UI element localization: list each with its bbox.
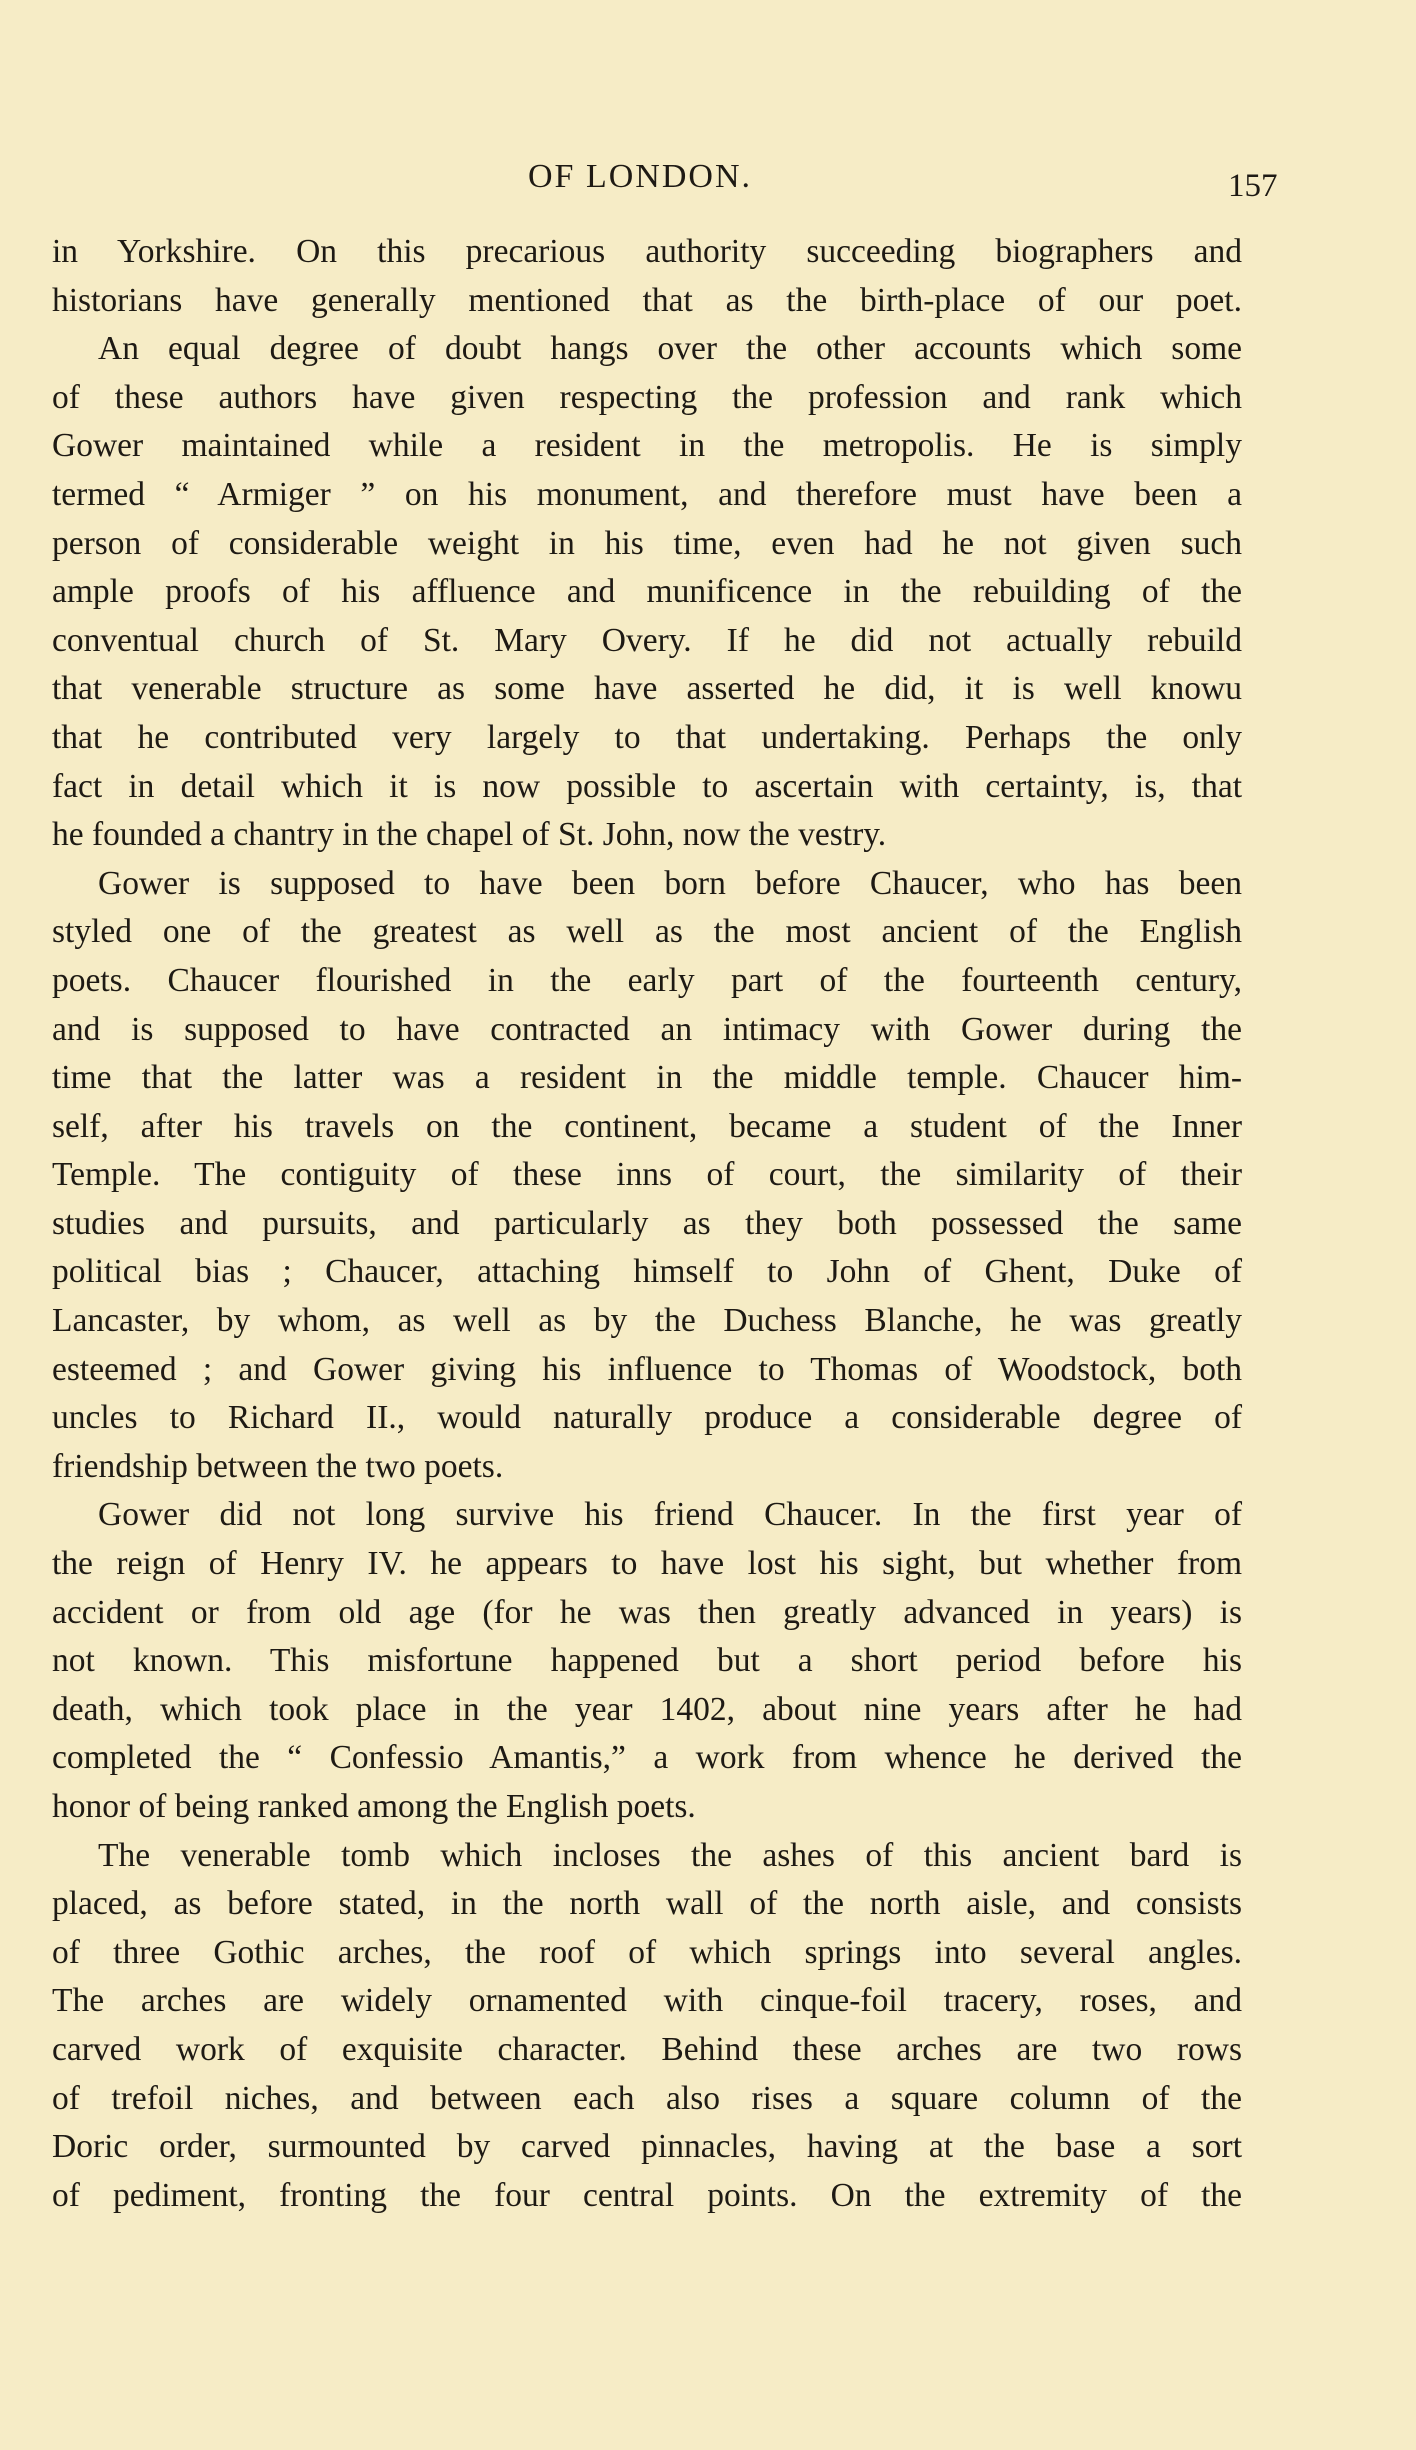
text-line: not known. This misfortune happened but a short period before his bbox=[52, 1642, 1242, 1680]
text-line: The arches are widely ornamented with cinque-foil tracery, roses, and bbox=[52, 1982, 1242, 2020]
running-header: OF LONDON. bbox=[528, 158, 752, 195]
text-line: death, which took place in the year 1402, about nine years after he had bbox=[52, 1690, 1242, 1728]
text-line: Gower is supposed to have been born before Chaucer, who has been bbox=[98, 864, 1242, 902]
text-line: completed the “ Confessio Amantis,” a work from whence he derived the bbox=[52, 1739, 1242, 1777]
text-line: poets. Chaucer flourished in the early part of the fourteenth century, bbox=[52, 961, 1242, 999]
text-line: An equal degree of doubt hangs over the other accounts which some bbox=[98, 330, 1242, 368]
text-line: Gower did not long survive his friend Chaucer. In the first year of bbox=[98, 1496, 1242, 1534]
text-line: that he contributed very largely to that undertaking. Perhaps the only bbox=[52, 718, 1242, 756]
text-line: Gower maintained while a resident in the metropolis. He is simply bbox=[52, 427, 1242, 465]
text-line: carved work of exquisite character. Behind these arches are two rows bbox=[52, 2030, 1242, 2068]
text-line: ample proofs of his affluence and munificence in the rebuilding of the bbox=[52, 573, 1242, 611]
text-line: of three Gothic arches, the roof of which springs into several angles. bbox=[52, 1933, 1242, 1971]
text-line: and is supposed to have contracted an intimacy with Gower during the bbox=[52, 1010, 1242, 1048]
text-line: The venerable tomb which incloses the ashes of this ancient bard is bbox=[98, 1836, 1242, 1874]
text-line: in Yorkshire. On this precarious authority succeeding biographers and bbox=[52, 233, 1242, 270]
text-line: historians have generally mentioned that as the birth-place of our poet. bbox=[52, 281, 1242, 319]
text-line: time that the latter was a resident in the middle temple. Chaucer him- bbox=[52, 1059, 1242, 1097]
text-line: Doric order, surmounted by carved pinnacles, having at the base a sort bbox=[52, 2128, 1242, 2166]
text-line: fact in detail which it is now possible to ascertain with certainty, is, that bbox=[52, 767, 1242, 805]
text-line: accident or from old age (for he was then greatly advanced in years) is bbox=[52, 1593, 1242, 1631]
text-line: of pediment, fronting the four central points. On the extremity of the bbox=[52, 2176, 1242, 2214]
text-line: styled one of the greatest as well as the most ancient of the English bbox=[52, 913, 1242, 951]
text-line: studies and pursuits, and particularly as they both possessed the same bbox=[52, 1204, 1242, 1242]
text-line: placed, as before stated, in the north wall of the north aisle, and consists bbox=[52, 1885, 1242, 1923]
body-text bbox=[52, 228, 1242, 2220]
text-line: political bias ; Chaucer, attaching himself to John of Ghent, Duke of bbox=[52, 1253, 1242, 1291]
text-line: friendship between the two poets. bbox=[52, 1447, 504, 1485]
text-line: Temple. The contiguity of these inns of court, the similarity of their bbox=[52, 1156, 1242, 1194]
text-line: termed “ Armiger ” on his monument, and therefore must have been a bbox=[52, 475, 1242, 513]
text-line: of trefoil niches, and between each also rises a square column of the bbox=[52, 2079, 1242, 2117]
page-number: 157 bbox=[1228, 168, 1278, 204]
text-line: person of considerable weight in his time, even had he not given such bbox=[52, 524, 1242, 562]
text-line: honor of being ranked among the English poets. bbox=[52, 1788, 696, 1825]
text-line: that venerable structure as some have asserted he did, it is well knowu bbox=[52, 670, 1242, 708]
text-line: conventual church of St. Mary Overy. If he did not actually rebuild bbox=[52, 621, 1242, 659]
text-line: self, after his travels on the continent, became a student of the Inner bbox=[52, 1107, 1242, 1145]
text-line: Lancaster, by whom, as well as by the Duchess Blanche, he was greatly bbox=[52, 1302, 1242, 1340]
text-line: of these authors have given respecting the profession and rank which bbox=[52, 378, 1242, 416]
text-line: the reign of Henry IV. he appears to have lost his sight, but whether from bbox=[52, 1545, 1242, 1583]
text-line: uncles to Richard II., would naturally produce a considerable degree of bbox=[52, 1399, 1242, 1437]
text-line: esteemed ; and Gower giving his influence to Thomas of Woodstock, both bbox=[52, 1350, 1242, 1388]
text-line: he founded a chantry in the chapel of St. John, now the vestry. bbox=[52, 816, 887, 854]
